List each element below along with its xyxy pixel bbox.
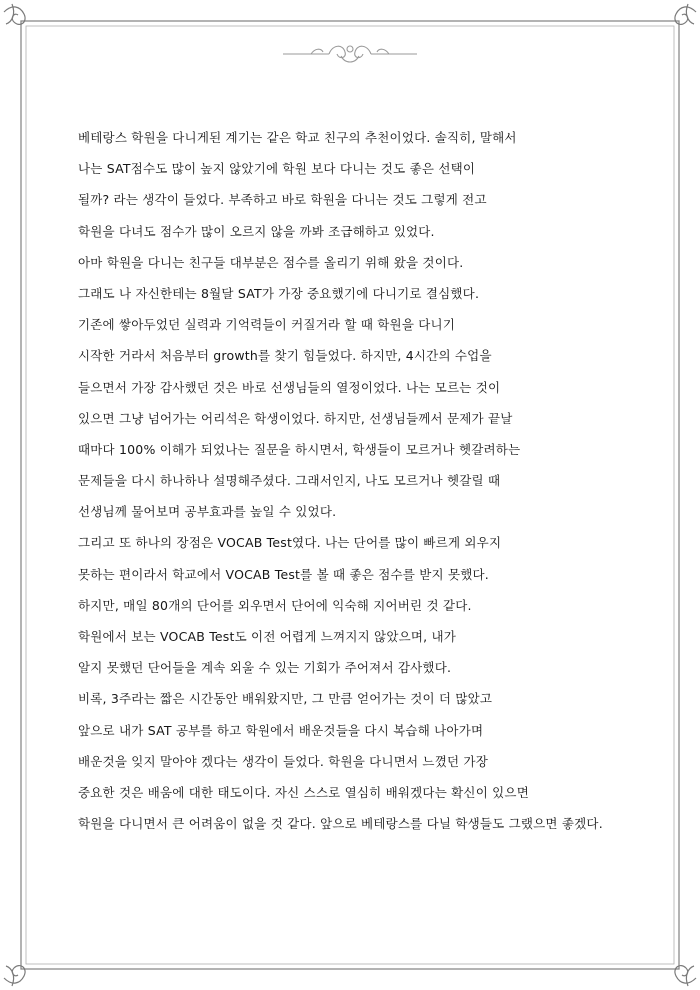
letter-line: 들으면서 가장 감사했던 것은 바로 선생님들의 열정이었다. 나는 모르는 것이 — [78, 379, 501, 395]
letter-line: 그리고 또 하나의 장점은 VOCAB Test였다. 나는 단어를 많이 빠르게 외우지 — [78, 535, 502, 551]
top-ornament-icon — [281, 40, 419, 66]
letter-line: 베테랑스 학원을 다니게된 계기는 같은 학교 친구의 추천이었다. 솔직히, 말해서 — [78, 130, 517, 145]
letter-line: 배운것을 잊지 말아야 겠다는 생각이 들었다. 학원을 다니면서 느꼈던 가장 — [78, 753, 488, 769]
letter-line: 학원을 다녀도 점수가 많이 오르지 않을 까봐 조급해하고 있었다. — [78, 223, 435, 239]
letter-line: 알지 못했던 단어들을 계속 외울 수 있는 기회가 주어져서 감사했다. — [78, 660, 452, 676]
letter-line: 비록, 3주라는 짧은 시간동안 배워왔지만, 그 만큼 얻어가는 것이 더 많았고 — [78, 691, 493, 707]
letter-line: 학원에서 보는 VOCAB Test도 이전 어렵게 느껴지지 않았으며, 내가 — [78, 629, 457, 644]
letter-line: 앞으로 내가 SAT 공부를 하고 학원에서 배운것들을 다시 복습해 나아가며 — [78, 722, 484, 738]
handwritten-letter-body — [78, 122, 638, 839]
letter-line: 문제들을 다시 하나하나 설명해주셨다. 그래서인지, 나도 모르거나 헷갈릴 때 — [78, 473, 501, 489]
letter-line: 있으면 그냥 넘어가는 어리석은 학생이었다. 하지만, 선생님들께서 문제가 끝날 — [78, 410, 513, 426]
letter-line: 기존에 쌓아두었던 실력과 기억력들이 커질거라 할 때 학원을 다니기 — [78, 317, 456, 333]
letter-line: 중요한 것은 배움에 대한 태도이다. 자신 스스로 열심히 배워겠다는 확신이 있으면 — [78, 784, 529, 800]
letter-line: 못하는 편이라서 학교에서 VOCAB Test를 볼 때 좋은 점수를 받지 못했다. — [78, 566, 489, 582]
letter-line: 아마 학원을 다니는 친구들 대부분은 점수를 올리기 위해 왔을 것이다. — [78, 254, 464, 270]
letter-line: 될까? 라는 생각이 들었다. 부족하고 바로 학원을 다니는 것도 그렇게 전고 — [78, 192, 487, 208]
letter-line: 그래도 나 자신한테는 8월달 SAT가 가장 중요했기에 다니기로 결심했다. — [78, 285, 480, 301]
letter-line: 시작한 거라서 처음부터 growth를 찾기 힘들었다. 하지만, 4시간의 수업을 — [78, 348, 492, 364]
letter-line: 학원을 다니면서 큰 어려움이 없을 것 같다. 앞으로 베테랑스를 다닐 학생들도 그랬으면 좋겠다. — [78, 816, 603, 832]
letter-line: 하지만, 매일 80개의 단어를 외우면서 단어에 익숙해 지어버린 것 같다. — [78, 597, 472, 613]
letter-line: 때마다 100% 이해가 되었나는 질문을 하시면서, 학생들이 모르거나 헷갈려하는 — [78, 441, 521, 457]
letter-line: 나는 SAT점수도 많이 높지 않았기에 학원 보다 다니는 것도 좋은 선택이 — [78, 161, 476, 177]
letter-line: 선생님께 물어보며 공부효과를 높일 수 있었다. — [78, 504, 337, 520]
